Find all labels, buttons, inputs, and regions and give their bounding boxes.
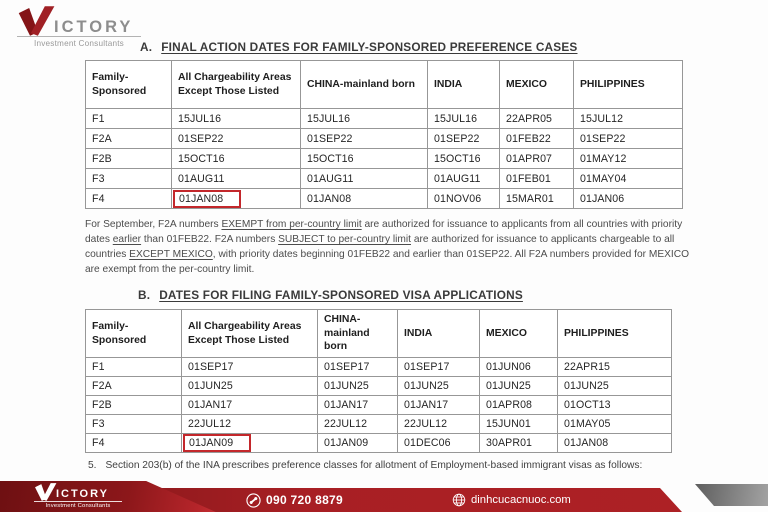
date-cell: 01SEP17 [318,358,398,377]
date-cell: 15OCT16 [301,149,428,169]
date-cell: 01SEP22 [574,129,683,149]
date-cell: 15JUL12 [574,109,683,129]
date-cell: 01JUN25 [182,377,318,396]
date-cell: 15JUL16 [301,109,428,129]
date-cell: 01MAY05 [558,415,672,434]
column-header: INDIA [398,310,480,358]
date-cell: 01MAY12 [574,149,683,169]
row-category-cell: F2B [86,396,182,415]
date-cell: 01AUG11 [428,169,500,189]
date-cell: 22APR15 [558,358,672,377]
table-row [86,129,683,149]
column-header: CHINA-mainland born [318,310,398,358]
table-row [86,358,672,377]
row-category-cell: F2A [86,129,172,149]
column-header: Family-Sponsored [86,310,182,358]
column-header: MEXICO [480,310,558,358]
date-cell: 01DEC06 [398,434,480,453]
footer-website[interactable] [452,488,571,512]
date-cell: 22JUL12 [398,415,480,434]
date-cell: 15JUL16 [428,109,500,129]
date-cell: 22JUL12 [182,415,318,434]
row-category-cell: F4 [86,189,172,209]
date-cell: 01SEP17 [182,358,318,377]
header-row [86,61,683,109]
date-cell: 01SEP22 [428,129,500,149]
date-cell: 22APR05 [500,109,574,129]
victory-v-icon [34,483,58,501]
item-5-text [88,460,642,471]
date-cell: 01JAN17 [318,396,398,415]
date-cell: 01JAN17 [398,396,480,415]
date-cell: 01SEP22 [301,129,428,149]
victory-logo [17,6,141,48]
item-5-body: Section 203(b) of the INA prescribes preference classes for allotment of Employment-based immigrant visas as follows: [105,460,643,471]
table-row [86,377,672,396]
date-cell: 01FEB01 [500,169,574,189]
date-cell: 01JUN25 [398,377,480,396]
column-header: INDIA [428,61,500,109]
date-cell: 22JUL12 [318,415,398,434]
table-row [86,109,683,129]
footer-website-url: dinhcucacnuoc.com [471,494,571,506]
text-run: are authorized for issuance to applicants from all countries with priority dates [85,219,683,245]
date-cell: 01APR08 [480,396,558,415]
date-cell: 01AUG11 [301,169,428,189]
date-cell: 01SEP22 [172,129,301,149]
footer-logo-wordmark: ICTORY [56,488,109,500]
date-cell: 01APR07 [500,149,574,169]
row-category-cell: F4 [86,434,182,453]
footer-phone-number: 090 720 8879 [266,493,344,507]
column-header: MEXICO [500,61,574,109]
table-row [86,189,683,209]
date-cell: 01OCT13 [558,396,672,415]
table-row [86,415,672,434]
date-cell: 01JAN09 [318,434,398,453]
underlined-text: SUBJECT to per-country limit [278,234,411,245]
date-cell: 01JUN25 [558,377,672,396]
table-row [86,396,672,415]
table-row [86,169,683,189]
section-b-heading [138,288,523,302]
date-cell: 01SEP17 [398,358,480,377]
text-run: , with priority dates beginning 01FEB22 and earlier than 01SEP22. All F2A numbers provided for MEXICO are exempt from the per-country limit. [85,249,690,275]
section-b-prefix: B. [138,288,151,302]
date-cell: 01FEB22 [500,129,574,149]
column-header: PHILIPPINES [574,61,683,109]
f2a-note-paragraph [85,217,706,277]
date-cell: 01JUN25 [480,377,558,396]
date-cell: 01JUN25 [318,377,398,396]
dates-for-filing-table [85,309,672,453]
date-cell: 01JUN06 [480,358,558,377]
table-row [86,434,672,453]
section-b-title: DATES FOR FILING FAMILY-SPONSORED VISA APPLICATIONS [159,288,523,302]
row-category-cell: F3 [86,169,172,189]
phone-circle-icon [246,493,261,508]
row-category-cell: F1 [86,109,172,129]
row-category-cell: F3 [86,415,182,434]
logo-wordmark-row [17,6,141,37]
column-header: All Chargeability Areas Except Those Listed [172,61,301,109]
date-cell: 01JAN06 [574,189,683,209]
date-cell: 15MAR01 [500,189,574,209]
date-cell: 01NOV06 [428,189,500,209]
date-cell: 15OCT16 [172,149,301,169]
date-cell: 01AUG11 [172,169,301,189]
footer-logo-tagline: Investment Consultants [45,503,111,509]
underlined-text: EXCEPT MEXICO [129,249,213,260]
section-a-title: FINAL ACTION DATES FOR FAMILY-SPONSORED PREFERENCE CASES [161,40,578,54]
row-category-cell: F2B [86,149,172,169]
section-a-prefix: A. [140,40,153,54]
date-cell [172,189,301,209]
column-header: CHINA-mainland born [301,61,428,109]
footer-phone[interactable] [246,488,343,512]
date-cell: 01JAN08 [301,189,428,209]
table-row [86,149,683,169]
column-header: Family-Sponsored [86,61,172,109]
highlight-box: 01JAN08 [173,190,241,208]
logo-tagline: Investment Consultants [34,39,124,48]
final-action-dates-table [85,60,683,209]
text-run: than 01FEB22. F2A numbers [141,234,279,245]
date-cell: 01MAY04 [574,169,683,189]
date-cell: 30APR01 [480,434,558,453]
header-row [86,310,672,358]
date-cell: 01JAN08 [558,434,672,453]
date-cell [182,434,318,453]
date-cell: 15JUL16 [172,109,301,129]
footer-victory-logo [34,483,122,509]
row-category-cell: F1 [86,358,182,377]
column-header: PHILIPPINES [558,310,672,358]
underlined-text: earlier [112,234,142,245]
victory-v-icon [17,6,57,36]
date-cell: 01JAN17 [182,396,318,415]
section-a-heading [140,40,577,54]
footer-logo-wordmark-row [34,483,122,502]
globe-icon [452,493,466,507]
highlight-box: 01JAN09 [183,434,251,452]
footer-gray-ribbon [695,484,768,506]
item-5-number: 5. [88,460,97,471]
column-header: All Chargeability Areas Except Those Listed [182,310,318,358]
text-run: For September, F2A numbers [85,219,222,230]
logo-wordmark: ICTORY [54,17,134,36]
text-run: are authorized for issuance to applicants chargeable to all countries [85,234,675,260]
date-cell: 15OCT16 [428,149,500,169]
row-category-cell: F2A [86,377,182,396]
underlined-text: EXEMPT from per-country limit [221,219,362,230]
date-cell: 15JUN01 [480,415,558,434]
